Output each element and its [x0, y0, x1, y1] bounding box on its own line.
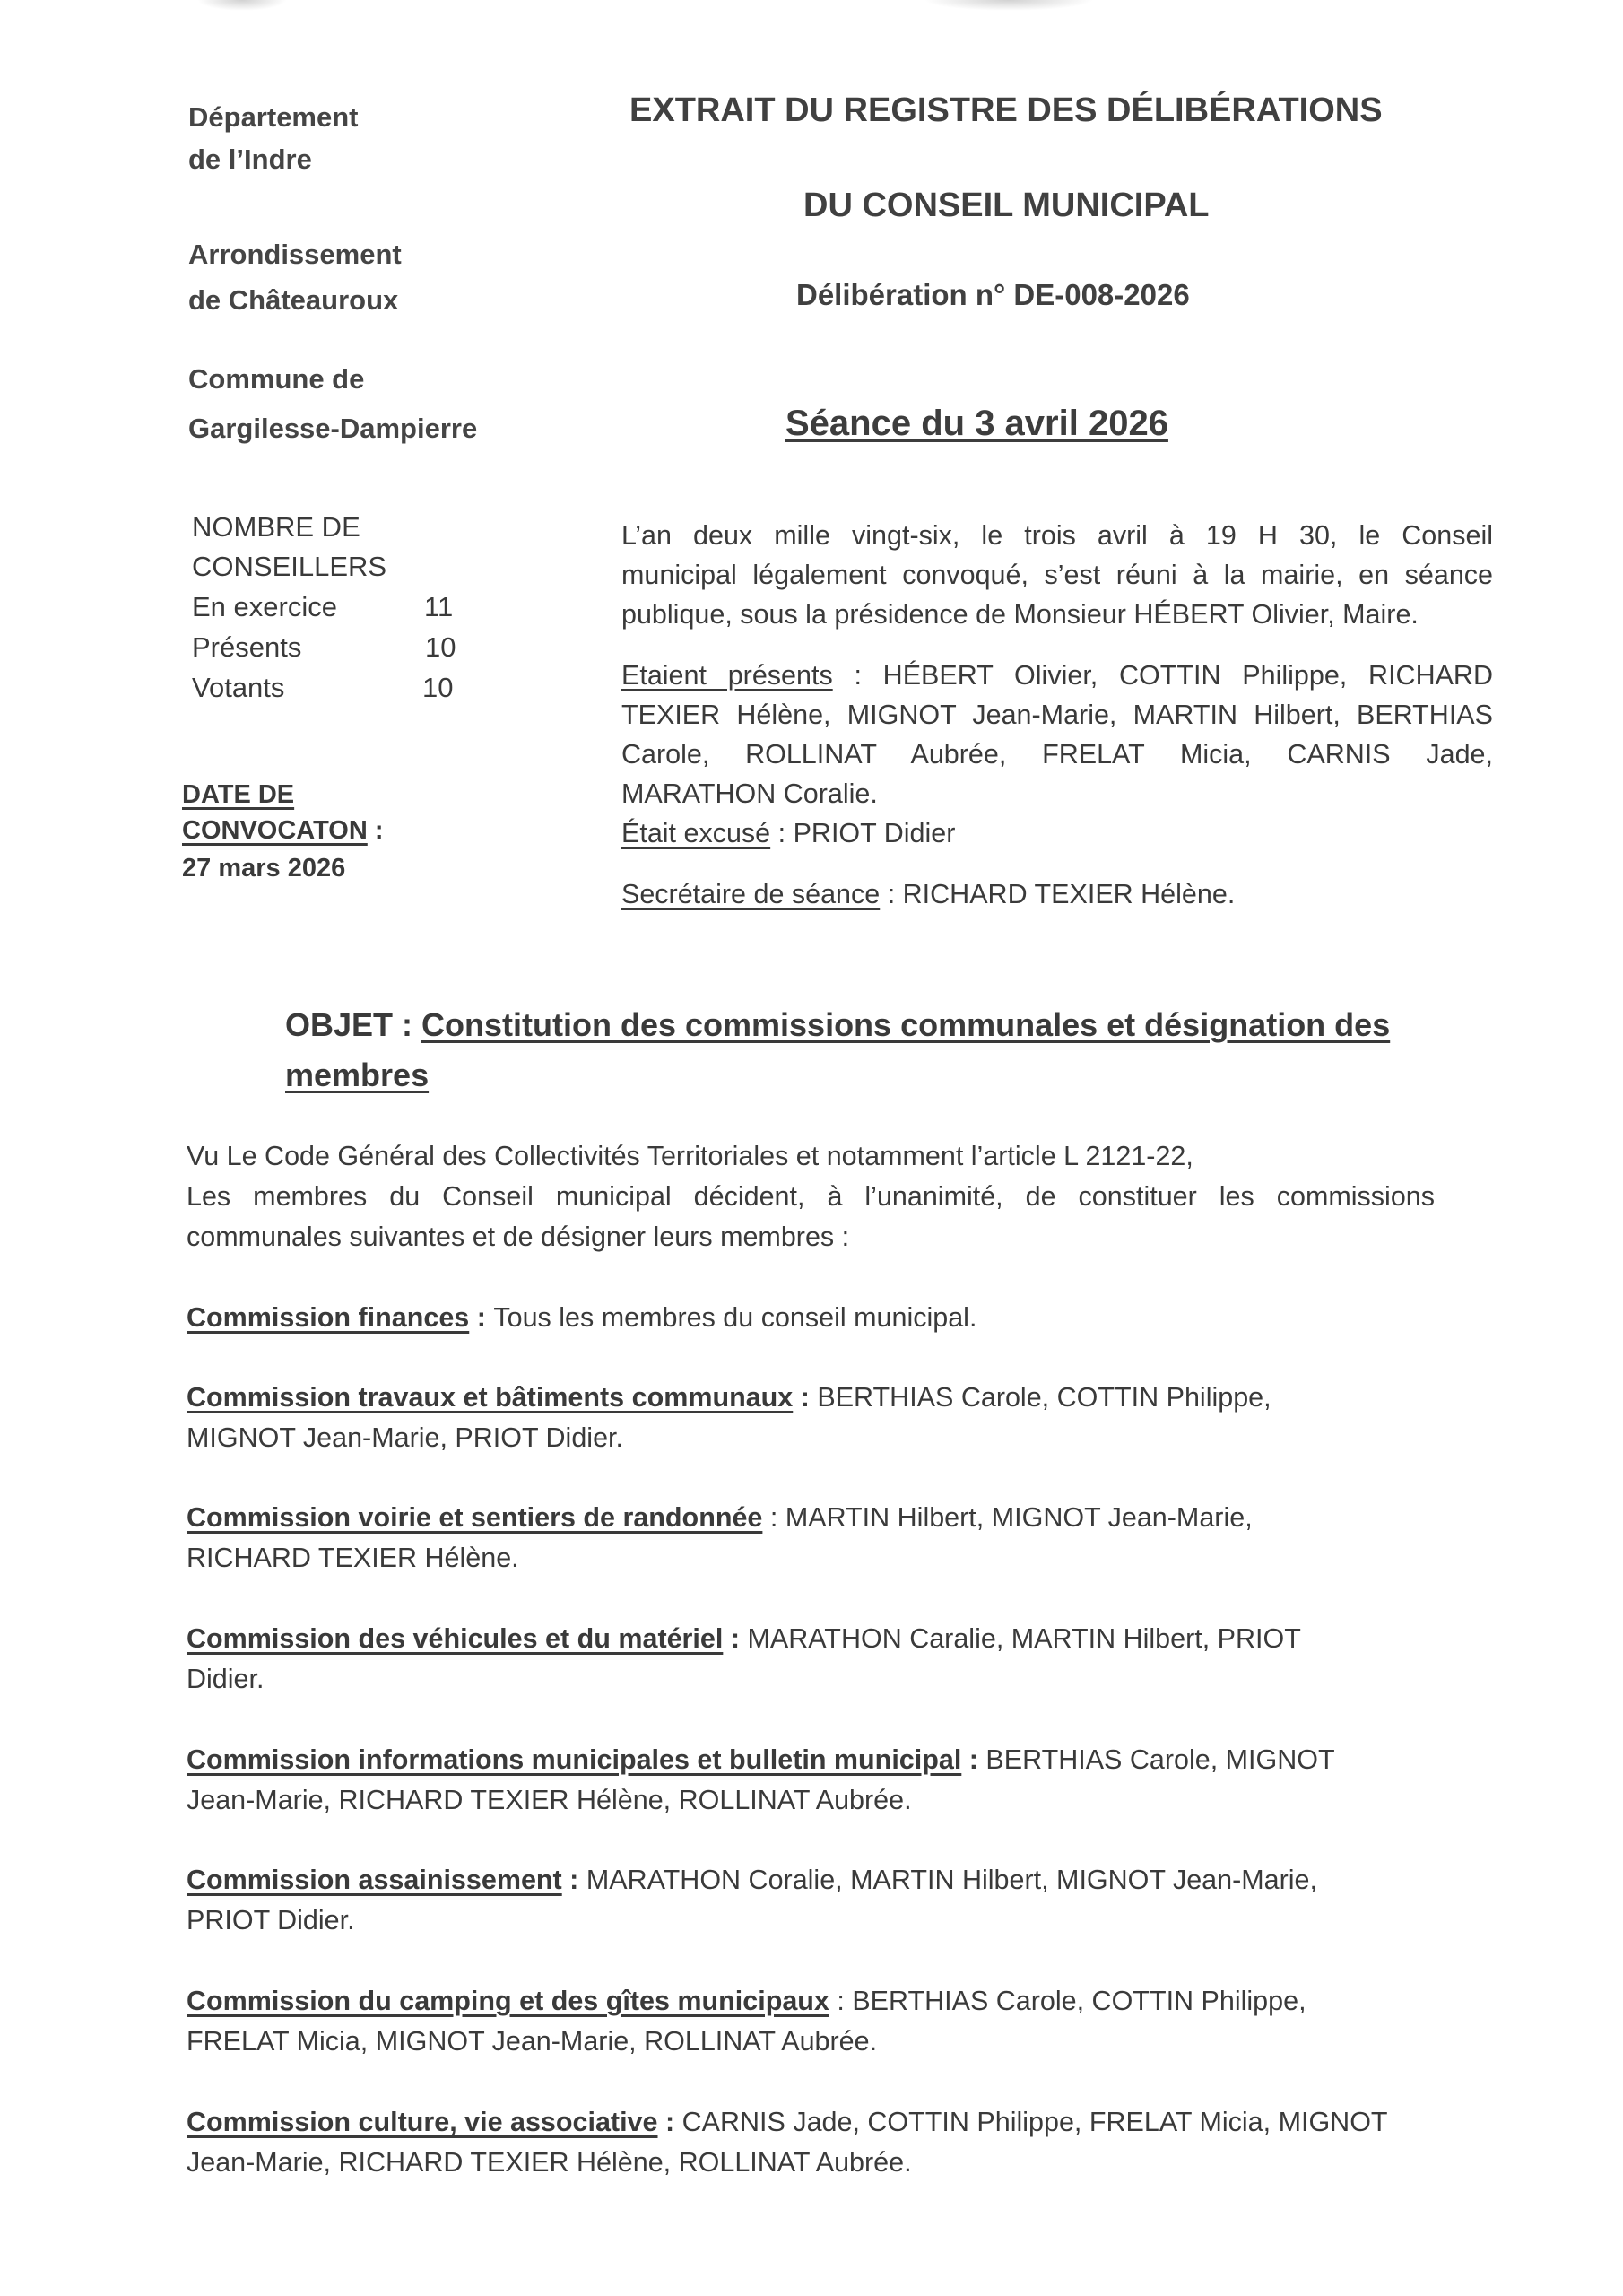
deliberation-number: Délibération n° DE-008-2026 — [796, 278, 1190, 311]
excuse-line — [621, 818, 1493, 849]
considerant-line: communales suivantes et de désigner leurs membres : — [187, 1222, 850, 1252]
commission-item — [187, 1382, 1271, 1413]
commune-line2: Gargilesse-Dampierre — [188, 413, 478, 444]
commission-members: MARATHON Coralie, MARTIN Hilbert, MIGNOT Jean-Marie, — [586, 1865, 1317, 1895]
commission-members-cont: MIGNOT Jean-Marie, PRIOT Didier. — [187, 1422, 623, 1453]
commission-members: MARTIN Hilbert, MIGNOT Jean-Marie, — [785, 1502, 1253, 1533]
commission-members: BERTHIAS Carole, COTTIN Philippe, — [852, 1986, 1306, 2016]
document-subtitle: DU CONSEIL MUNICIPAL — [803, 187, 1210, 224]
commission-members: CARNIS Jade, COTTIN Philippe, FRELAT Micia, MIGNOT — [681, 2107, 1388, 2137]
objet-title-line1: Constitution des commissions communales et désignation des — [421, 1006, 1391, 1043]
commission-item — [187, 2107, 1388, 2138]
secretaire-line — [621, 879, 1493, 910]
arrondissement-line1: Arrondissement — [188, 239, 402, 270]
preamble-line: municipal légalement convoqué, s’est réuni à la mairie, en séance — [621, 560, 1493, 590]
commission-name: Commission voirie et sentiers de randonnée — [187, 1502, 763, 1533]
commission-item — [187, 1865, 1317, 1896]
commission-members-cont: RICHARD TEXIER Hélène. — [187, 1543, 519, 1573]
commission-separator: : — [561, 1865, 586, 1895]
commission-separator: : — [829, 1986, 853, 2016]
convocation-date: 27 mars 2026 — [182, 854, 346, 883]
presents-heading: Etaient présents — [621, 660, 833, 691]
commission-members: BERTHIAS Carole, MIGNOT — [985, 1744, 1335, 1775]
considerant-line: Les membres du Conseil municipal décident, à l’unanimité, de constituer les commissions — [187, 1181, 1435, 1212]
commission-name: Commission travaux et bâtiments communaux — [187, 1382, 794, 1413]
departement-line1: Département — [188, 101, 359, 133]
excuse-heading: Était excusé — [621, 818, 771, 848]
commission-members: Tous les membres du conseil municipal. — [493, 1302, 977, 1333]
arrondissement-line2: de Châteauroux — [188, 284, 399, 316]
commission-item — [187, 1623, 1301, 1655]
commune-line1: Commune de — [188, 363, 365, 395]
commission-separator: : — [961, 1744, 986, 1775]
commission-item — [187, 1302, 976, 1334]
departement-line2: de l’Indre — [188, 144, 312, 175]
presents-line: Carole, ROLLINAT Aubrée, FRELAT Micia, CARNIS Jade, — [621, 739, 1493, 770]
presents-line: TEXIER Hélène, MIGNOT Jean-Marie, MARTIN Hilbert, BERTHIAS — [621, 700, 1493, 730]
considerant-line: Vu Le Code Général des Collectivités Territoriales et notamment l’article L 2121-22, — [187, 1141, 1193, 1171]
commission-separator: : — [469, 1302, 494, 1333]
commission-item — [187, 1986, 1306, 2017]
en-exercice-value: 11 — [424, 591, 454, 622]
commission-name: Commission culture, vie associative — [187, 2107, 658, 2137]
votants-value: 10 — [422, 672, 454, 703]
commission-name: Commission des véhicules et du matériel — [187, 1623, 724, 1654]
commission-members-cont: Jean-Marie, RICHARD TEXIER Hélène, ROLLINAT Aubrée. — [187, 2147, 912, 2178]
scan-artifact — [924, 0, 1094, 11]
commission-members: BERTHIAS Carole, COTTIN Philippe, — [817, 1382, 1271, 1413]
commission-name: Commission informations municipales et bulletin municipal — [187, 1744, 962, 1775]
en-exercice-label: En exercice — [192, 591, 337, 622]
commission-item — [187, 1502, 1253, 1534]
conseillers-heading-line1: NOMBRE DE — [192, 511, 360, 543]
commission-separator: : — [723, 1623, 748, 1654]
commission-name: Commission finances — [187, 1302, 470, 1333]
commission-separator: : — [762, 1502, 785, 1533]
presents-line — [621, 660, 1493, 691]
secretaire-heading: Secrétaire de séance — [621, 879, 881, 909]
objet-label: OBJET : — [285, 1006, 422, 1043]
commission-members: MARATHON Caralie, MARTIN Hilbert, PRIOT — [747, 1623, 1301, 1654]
document-title: EXTRAIT DU REGISTRE DES DÉLIBÉRATIONS — [629, 91, 1383, 129]
commission-separator: : — [793, 1382, 818, 1413]
presents-names: : HÉBERT Olivier, COTTIN Philippe, RICHARD — [832, 660, 1493, 691]
commission-separator: : — [657, 2107, 682, 2137]
convocation-colon: : — [367, 816, 384, 845]
objet-title-line2: membres — [285, 1057, 430, 1093]
convocation-label-line1: DATE DE — [182, 780, 295, 809]
commission-members-cont: Jean-Marie, RICHARD TEXIER Hélène, ROLLINAT Aubrée. — [187, 1785, 912, 1815]
preamble-line: L’an deux mille vingt-six, le trois avril à 19 H 30, le Conseil — [621, 520, 1493, 551]
secretaire-name: : RICHARD TEXIER Hélène. — [880, 879, 1236, 909]
presents-line: MARATHON Coralie. — [621, 778, 878, 809]
votants-label: Votants — [192, 672, 285, 703]
convocation-label-line2: CONVOCATON — [182, 816, 368, 845]
scan-artifact — [197, 0, 287, 11]
seance-date: Séance du 3 avril 2026 — [785, 404, 1168, 443]
commission-item — [187, 1744, 1335, 1776]
commission-name: Commission assainissement — [187, 1865, 562, 1895]
presents-value: 10 — [425, 631, 456, 663]
conseillers-heading-line2: CONSEILLERS — [192, 551, 387, 582]
commission-members-cont: FRELAT Micia, MIGNOT Jean-Marie, ROLLINAT Aubrée. — [187, 2026, 878, 2057]
presents-label: Présents — [192, 631, 302, 663]
commission-name: Commission du camping et des gîtes municipaux — [187, 1986, 829, 2016]
commission-members-cont: PRIOT Didier. — [187, 1905, 355, 1935]
preamble-line: publique, sous la présidence de Monsieur HÉBERT Olivier, Maire. — [621, 599, 1419, 630]
commission-members-cont: Didier. — [187, 1664, 265, 1694]
excuse-names: : PRIOT Didier — [770, 818, 956, 848]
